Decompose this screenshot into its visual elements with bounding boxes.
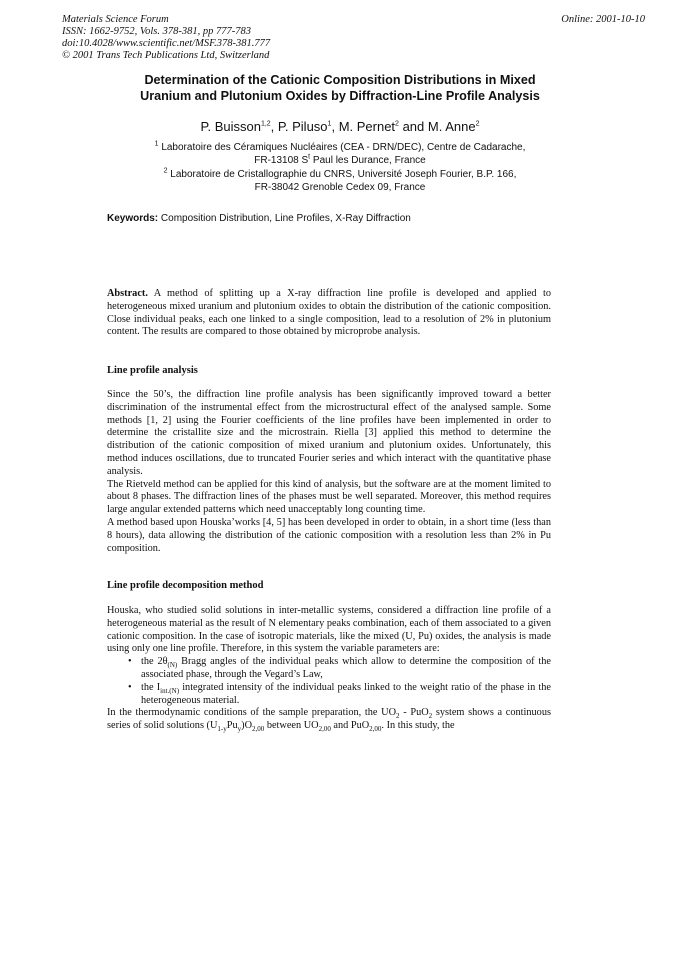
bullet-icon: • — [128, 656, 132, 668]
author-affiliation-mark: 1 — [327, 120, 332, 128]
title-line-1: Determination of the Cationic Composition Distributions in Mixed — [144, 73, 536, 87]
publication-info — [62, 14, 270, 62]
affiliation-2 — [80, 168, 600, 194]
paper-title — [80, 72, 600, 104]
affiliation-text: Laboratoire des Céramiques Nucléaires (CEA - DRN/DEC), Centre de Cadarache, — [161, 142, 526, 153]
affiliation-text: FR-38042 Grenoble Cedex 09, France — [254, 182, 426, 193]
online-date: Online: 2001-10-10 — [561, 14, 645, 25]
author-name: M. Anne — [427, 119, 476, 134]
section-line-profile-analysis — [107, 389, 551, 555]
affiliation-mark: 2 — [163, 167, 168, 175]
section-heading-decomposition-method: Line profile decomposition method — [107, 580, 264, 591]
affiliation-mark: 1 — [154, 140, 159, 148]
author-name: M. Pernet — [338, 119, 396, 134]
paragraph: In the thermodynamic conditions of the sample preparation, the $UO_2 - PuO_2$ system shows a continuous series of solid solutions $(U_{1-y}Pu_y)O_{2,00}$ between $UO_{2,00}$ and PuO$_{2,00}$. In this study, the — [107, 707, 551, 734]
author-conjunction: and — [402, 119, 425, 134]
paragraph: A method based upon Houska’works [4, 5] has been developed in order to obtain, in a short time (less than 8 hours), data allowing the distribution of the cationic composition with a resolution less than 2% in Pu composition. — [107, 516, 551, 554]
keywords-label: Keywords: — [107, 213, 159, 224]
abstract-label: Abstract. — [107, 288, 148, 299]
bullet-icon: • — [128, 681, 132, 693]
affiliation-text: Laboratoire de Cristallographie du CNRS, Université Joseph Fourier, B.P. 166, — [170, 169, 517, 180]
issn-line: ISSN: 1662-9752, Vols. 378-381, pp 777-783 — [62, 26, 251, 37]
affiliation-text: FR-13108 S — [254, 155, 309, 166]
section-decomposition-method — [107, 605, 551, 733]
journal-name: Materials Science Forum — [62, 14, 169, 25]
doi-line: doi:10.4028/www.scientific.net/MSF.378-381.777 — [62, 38, 271, 49]
title-line-2: Uranium and Plutonium Oxides by Diffraction-Line Profile Analysis — [140, 89, 540, 103]
paragraph: The Rietveld method can be applied for this kind of analysis, but the software are at the moment limited to about 8 phases. The diffraction lines of the phases must be well separated. Moreover, this method requires large angular extended patterns which need unacceptably long counting time. — [107, 478, 551, 516]
author-list: P. Buisson$^{1,2}$, P. Piluso$^1$, M. Pernet$^2$ and M. Anne$^2$ — [200, 119, 480, 134]
author-name: P. Buisson — [200, 119, 261, 134]
author-affiliation-mark: 1,2 — [260, 120, 271, 128]
keywords-text: Composition Distribution, Line Profiles, X-Ray Diffraction — [160, 213, 411, 224]
author-affiliation-mark: 2 — [475, 120, 480, 128]
author-name: P. Piluso — [277, 119, 328, 134]
list-item: • the $2\theta_{(N)}$ Bragg angles of the individual peaks which allow to determine the composition of the associated phase, through the Vegard’s Law, — [128, 656, 551, 680]
list-item: • the $I_{int.(N)}$ integrated intensity of the individual peaks linked to the weight ratio of the phase in the heterogeneous material. — [128, 681, 551, 706]
author-affiliation-mark: 2 — [395, 120, 399, 128]
section-heading-line-profile-analysis: Line profile analysis — [107, 365, 198, 376]
affiliation-text: Paul les Durance, France — [312, 155, 426, 166]
affiliation-superscript: t — [308, 153, 311, 161]
parameter-list — [107, 656, 551, 707]
keywords — [107, 213, 411, 224]
paragraph: Houska, who studied solid solutions in inter-metallic systems, considered a diffraction line profile of a heterogeneous material as the result of N elementary peaks combination, each of them associated to a given cationic composition. In the case of isotropic materials, like the mixed (U, Pu) oxides, the analysis is made using only one line profile. Therefore, in this system the variable parameters are: — [107, 605, 551, 655]
abstract-text: A method of splitting up a X-ray diffraction line profile is developed and applied to heterogeneous mixed uranium and plutonium oxides to obtain the distribution of the cationic composition. Close individual peaks, each one linked to a single composition, lead to a resolution of 2% in plutonium content. The results are compared to those obtained by microprobe analysis. — [107, 288, 551, 338]
affiliation-1 — [80, 141, 600, 167]
copyright-line: © 2001 Trans Tech Publications Ltd, Switzerland — [62, 50, 270, 61]
abstract — [107, 288, 551, 339]
paragraph: Since the 50’s, the diffraction line profile analysis has been significantly improved toward a better discrimination of the instrumental effect from the microstructural effect of the analysed sample. Some methods [1, 2] using the Fourier coefficients of the line profiles have been implemented in order to determine the cristallite size and the microstrain. Riella [3] applied this method to determine the distribution of the cationic composition of mixed uranium and plutonium oxides. Unfortunately, this method induces oscillations, due to truncated Fourier series and which interact with the quantitative phase analysis. — [107, 389, 551, 477]
